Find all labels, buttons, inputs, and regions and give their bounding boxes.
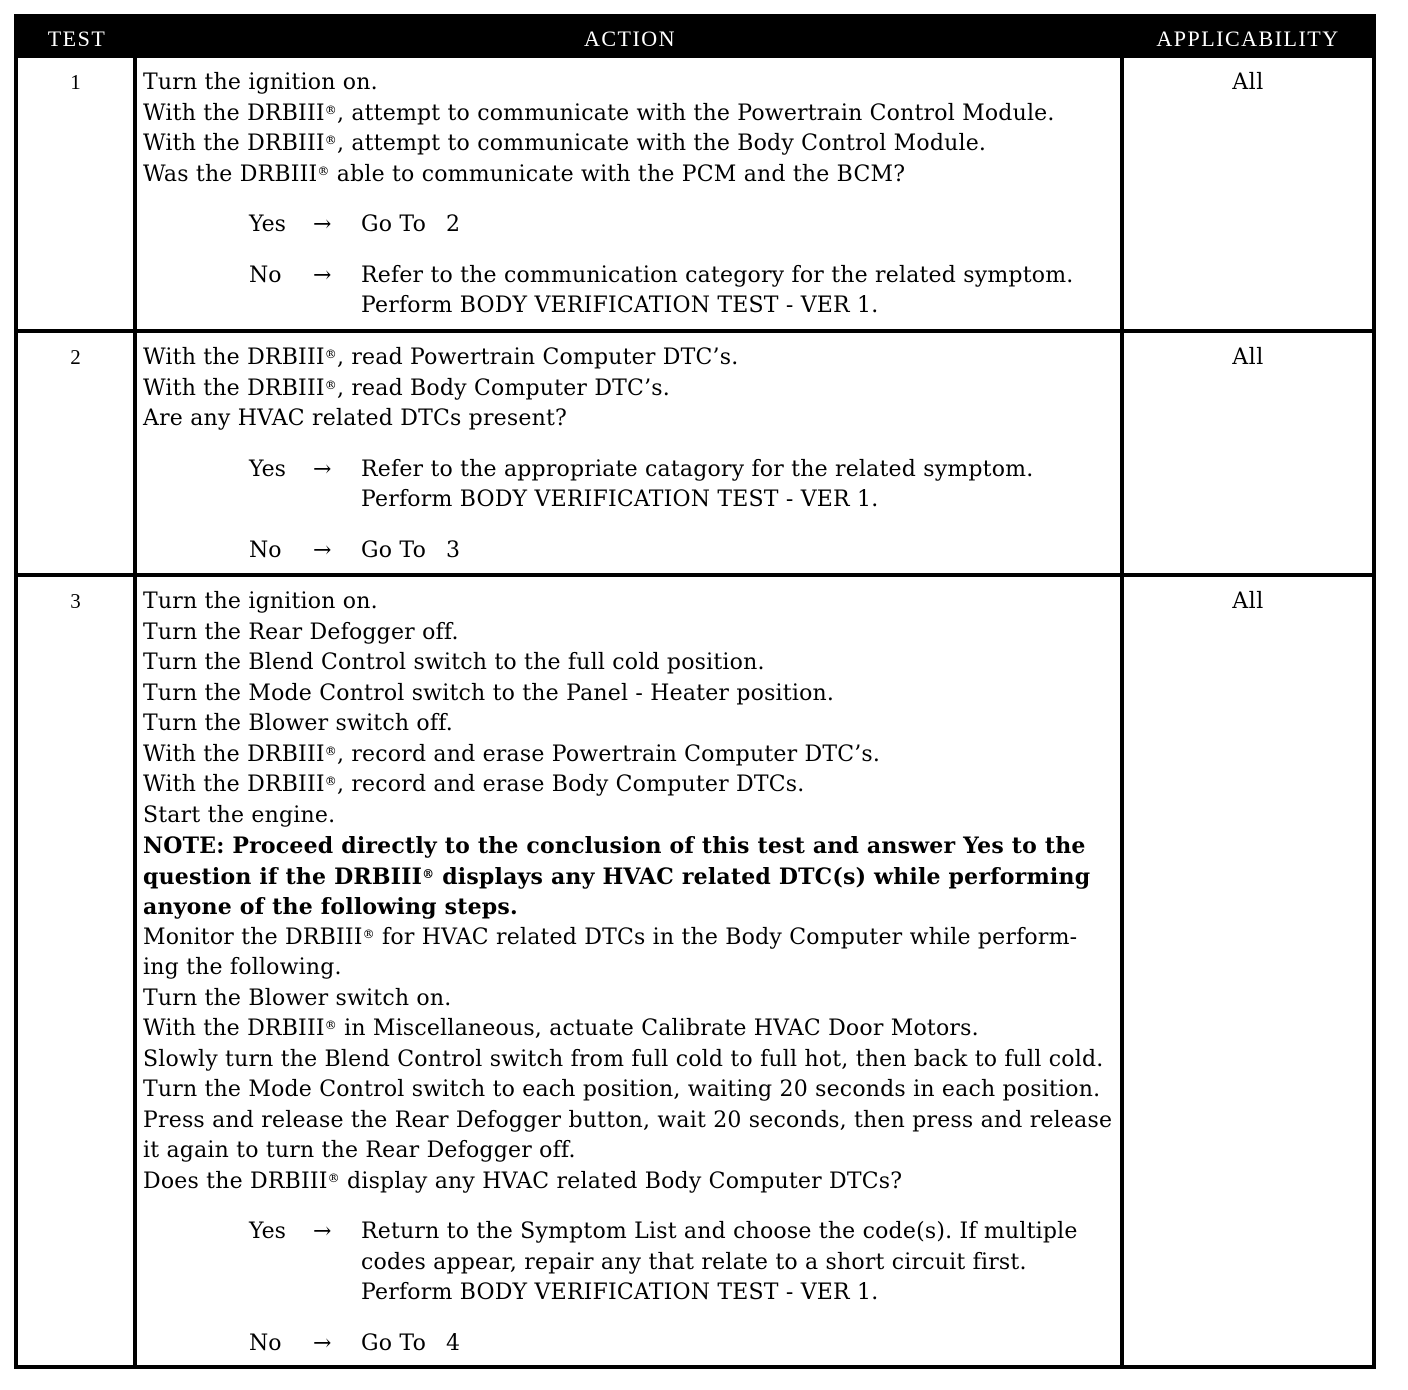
action-step: Was the DRBIII® able to communicate with the PCM and the BCM? <box>143 161 906 187</box>
answer-text: Return to the Symptom List and choose the code(s). If multiple <box>361 1219 1078 1244</box>
no-answer <box>249 536 1115 567</box>
applicability-value: All <box>1232 70 1264 95</box>
action-step: Turn the ignition on. <box>143 70 378 95</box>
answer-text: Perform BODY VERIFICATION TEST - VER 1. <box>361 1280 879 1305</box>
note-text: NOTE: Proceed directly to the conclusion of this test and answer Yes to the <box>143 833 1086 859</box>
action-step: ing the following. <box>143 955 342 980</box>
registered-mark: ® <box>324 743 337 758</box>
arrow-icon: → <box>313 212 332 237</box>
action-step: Are any HVAC related DTCs present? <box>143 406 568 431</box>
registered-mark: ® <box>317 163 330 178</box>
action-cell <box>143 343 1115 566</box>
registered-mark: ® <box>327 1170 340 1185</box>
yes-answer <box>249 210 1115 241</box>
yes-label: Yes <box>249 212 286 237</box>
applicability-value: All <box>1232 345 1264 370</box>
action-step: Turn the Mode Control switch to each position, waiting 20 seconds in each position. <box>143 1077 1101 1102</box>
yes-answer <box>249 1217 1115 1309</box>
arrow-icon: → <box>313 456 332 482</box>
yes-label: Yes <box>249 1219 286 1244</box>
action-step: With the DRBIII®, attempt to communicate with the Body Control Module. <box>143 131 987 156</box>
registered-mark: ® <box>362 926 375 941</box>
arrow-icon: → <box>313 537 332 563</box>
registered-mark: ® <box>324 774 337 788</box>
action-step: Start the engine. <box>143 802 336 828</box>
registered-mark: ® <box>422 866 435 881</box>
arrow-icon: → <box>313 1219 332 1244</box>
no-answer <box>249 1329 1115 1360</box>
note-text: question if the DRBIII® displays any HVAC related DTC(s) while performing <box>143 863 1091 890</box>
action-step: Turn the Rear Defogger off. <box>143 619 459 645</box>
action-step: Press and release the Rear Defogger button, wait 20 seconds, then press and release <box>143 1107 1113 1133</box>
action-step: Turn the Blower switch on. <box>143 985 452 1011</box>
test-row-3 <box>18 577 1372 1365</box>
no-label: No <box>249 537 282 563</box>
answer-text: codes appear, repair any that relate to a short circuit first. <box>361 1249 1027 1275</box>
action-step: Turn the Blend Control switch to the full cold position. <box>143 650 765 675</box>
registered-mark: ® <box>324 1018 337 1032</box>
goto-link[interactable] <box>361 1329 1115 1360</box>
answer-text: Perform BODY VERIFICATION TEST - VER 1. <box>361 487 879 512</box>
action-step: Monitor the DRBIII® for HVAC related DTCs in the Body Computer while perform- <box>143 924 1078 950</box>
action-step: With the DRBIII®, read Powertrain Computer DTC’s. <box>143 345 739 370</box>
arrow-icon: → <box>313 1330 332 1356</box>
goto-number: 2 <box>446 212 461 237</box>
note-text: anyone of the following steps. <box>143 894 518 920</box>
yes-label: Yes <box>249 456 286 482</box>
test-number: 2 <box>70 345 81 369</box>
test-row-2 <box>18 333 1372 577</box>
action-step: Does the DRBIII® display any HVAC related Body Computer DTCs? <box>143 1168 903 1194</box>
action-step: Slowly turn the Blend Control switch from full cold to full hot, then back to full cold. <box>143 1046 1104 1072</box>
action-step: With the DRBIII®, record and erase Powertrain Computer DTC’s. <box>143 741 881 767</box>
yes-answer <box>249 455 1115 516</box>
action-cell <box>143 587 1115 1359</box>
goto-label: Go To <box>361 212 427 237</box>
action-cell <box>143 68 1115 322</box>
registered-mark: ® <box>324 347 337 361</box>
no-label: No <box>249 262 282 288</box>
action-step: With the DRBIII®, attempt to communicate with the Powertrain Control Module. <box>143 100 1055 126</box>
header-test: TEST <box>47 26 107 51</box>
answer-text: Refer to the communication category for the related symptom. <box>361 262 1074 288</box>
arrow-icon: → <box>313 262 332 288</box>
registered-mark: ® <box>324 377 337 392</box>
action-step: Turn the Blower switch off. <box>143 711 453 736</box>
answer-text: Perform BODY VERIFICATION TEST - VER 1. <box>361 293 879 318</box>
action-step: Turn the Mode Control switch to the Panel - Heater position. <box>143 680 835 706</box>
registered-mark: ® <box>324 133 337 147</box>
applicability-value: All <box>1232 589 1264 614</box>
goto-label: Go To <box>361 537 427 563</box>
action-step: With the DRBIII®, record and erase Body Computer DTCs. <box>143 772 805 797</box>
goto-number: 4 <box>446 1330 461 1356</box>
header-action: ACTION <box>583 26 677 51</box>
goto-label: Go To <box>361 1330 427 1356</box>
test-number: 1 <box>70 70 81 94</box>
diagnostic-test-table <box>14 14 1376 1369</box>
action-step: With the DRBIII® in Miscellaneous, actuate Calibrate HVAC Door Motors. <box>143 1016 979 1041</box>
goto-link[interactable] <box>361 536 1115 567</box>
action-step: it again to turn the Rear Defogger off. <box>143 1138 576 1163</box>
action-step: With the DRBIII®, read Body Computer DTC’s. <box>143 375 670 401</box>
registered-mark: ® <box>324 102 337 117</box>
answer-text: Refer to the appropriate catagory for the related symptom. <box>361 456 1034 482</box>
no-answer <box>249 261 1115 322</box>
goto-link[interactable] <box>361 210 1115 241</box>
test-number: 3 <box>70 589 81 613</box>
header-applicability: APPLICABILITY <box>1156 26 1340 51</box>
table-header <box>18 18 1372 58</box>
test-row-1 <box>18 58 1372 333</box>
goto-number: 3 <box>446 537 461 563</box>
action-step: Turn the ignition on. <box>143 589 378 614</box>
no-label: No <box>249 1330 282 1356</box>
